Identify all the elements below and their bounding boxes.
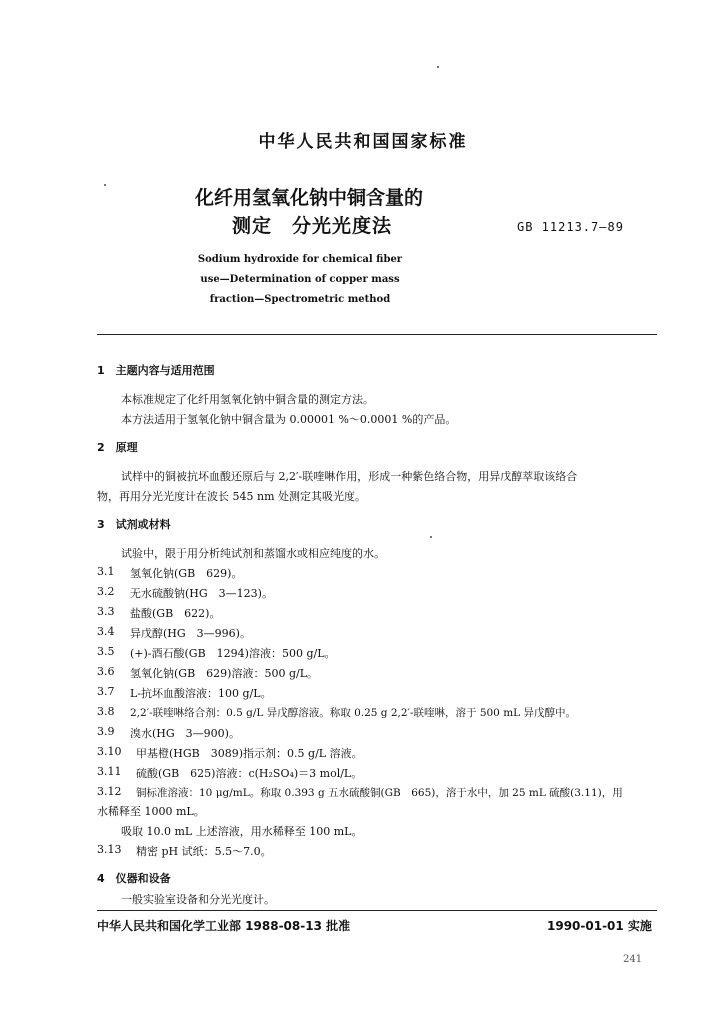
- section-1-heading: 1 主题内容与适用范围: [97, 364, 215, 377]
- section-3-intro: 试验中，限于用分析纯试剂和蒸馏水或相应纯度的水。: [121, 547, 385, 560]
- item-text: (+)-酒石酸(GB 1294)溶液：500 g/L。: [130, 647, 336, 660]
- document-title-line1: 化纤用氢氧化钠中铜含量的: [195, 187, 424, 209]
- item-text: 2,2′-联喹啉络合剂：0.5 g/L 异戊醇溶液。称取 0.25 g 2,2′-联喹啉，溶于 500 mL 异戊醇中。: [130, 707, 576, 719]
- item-text: 盐酸(GB 622)。: [130, 607, 221, 620]
- implementation-date: 1990-01-01 实施: [547, 919, 652, 933]
- item-text: 硫酸(GB 625)溶液：c(H₂SO₄)＝3 mol/L。: [136, 767, 363, 780]
- item-text-continuation: 水稀释至 1000 mL。: [97, 805, 205, 818]
- item-number: 3.10: [97, 745, 122, 758]
- footer-divider: [97, 910, 657, 911]
- item-text: 甲基橙(HGB 3089)指示剂：0.5 g/L 溶液。: [136, 747, 363, 760]
- section-4-paragraph: 一般实验室设备和分光光度计。: [121, 893, 275, 906]
- scan-speck: [437, 66, 439, 68]
- section-4-heading: 4 仪器和设备: [97, 872, 171, 885]
- item-text: 异戊醇(HG 3—996)。: [130, 627, 251, 640]
- document-title-line2: 测定 分光光度法: [232, 215, 393, 237]
- item-text: L-抗坏血酸溶液：100 g/L。: [130, 687, 272, 700]
- scan-speck: [104, 184, 106, 186]
- item-number: 3.11: [97, 765, 122, 778]
- page-number: 241: [623, 954, 643, 965]
- item-number: 3.4: [97, 625, 115, 638]
- item-number: 3.5: [97, 645, 115, 658]
- item-text: 氢氧化钠(GB 629)溶液：500 g/L。: [130, 667, 318, 680]
- standard-number: GB 11213.7—89: [517, 220, 624, 234]
- item-text: 氢氧化钠(GB 629)。: [130, 567, 243, 580]
- section-1-paragraph-1: 本标准规定了化纤用氢氧化钠中铜含量的测定方法。: [121, 393, 374, 406]
- item-number: 3.9: [97, 725, 115, 738]
- approval-line: 中华人民共和国化学工业部 1988-08-13 批准: [97, 919, 351, 933]
- scan-speck: [430, 536, 432, 538]
- item-number: 3.13: [97, 843, 122, 856]
- english-title-line2: use—Determination of copper mass: [200, 274, 400, 285]
- item-number: 3.8: [97, 705, 115, 718]
- item-text: 无水硫酸钠(HG 3—123)。: [130, 587, 273, 600]
- item-paragraph: 吸取 10.0 mL 上述溶液，用水稀释至 100 mL。: [121, 825, 363, 838]
- item-number: 3.7: [97, 685, 115, 698]
- item-number: 3.2: [97, 585, 115, 598]
- header-divider: [97, 334, 657, 335]
- section-3-heading: 3 试剂或材料: [97, 518, 171, 531]
- item-number: 3.1: [97, 565, 115, 578]
- english-title-line1: Sodium hydroxide for chemical fiber: [197, 254, 403, 265]
- item-number: 3.12: [97, 785, 122, 798]
- section-2-paragraph-line1: 试样中的铜被抗坏血酸还原后与 2,2′-联喹啉作用，形成一种紫色络合物，用异戊醇萃取该络合: [121, 470, 578, 483]
- national-standard-heading: 中华人民共和国国家标准: [258, 132, 468, 152]
- item-number: 3.3: [97, 605, 115, 618]
- item-text: 溴水(HG 3—900)。: [130, 727, 240, 740]
- item-text: 铜标准溶液：10 μg/mL。称取 0.393 g 五水硫酸铜(GB 665)，溶于水中，加 25 mL 硫酸(3.11)，用: [136, 787, 623, 799]
- section-2-paragraph-line2: 物，再用分光光度计在波长 545 nm 处测定其吸光度。: [97, 490, 366, 503]
- english-title-line3: fraction—Spectrometric method: [209, 294, 391, 305]
- section-2-heading: 2 原理: [97, 441, 138, 454]
- item-text: 精密 pH 试纸：5.5～7.0。: [136, 845, 272, 858]
- section-1-paragraph-2: 本方法适用于氢氧化钠中铜含量为 0.00001 %～0.0001 %的产品。: [121, 413, 457, 426]
- item-number: 3.6: [97, 665, 115, 678]
